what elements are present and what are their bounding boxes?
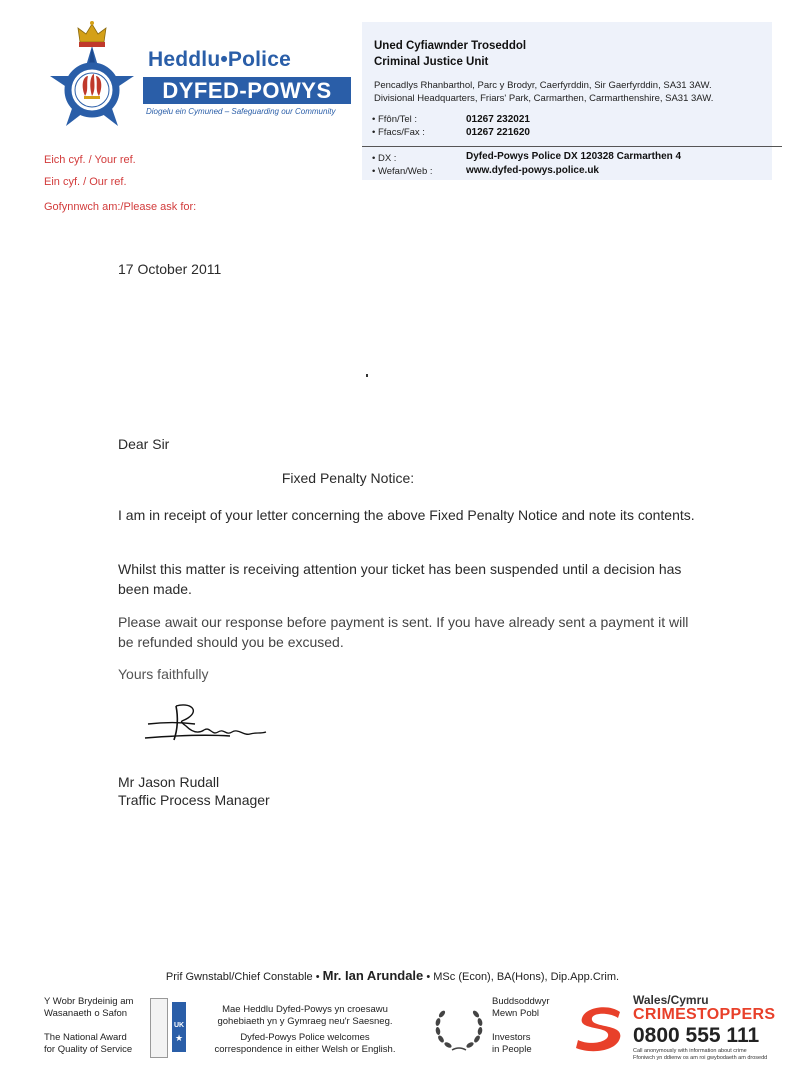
crimestoppers-logo-icon [572,1004,630,1054]
signer-name: Mr Jason Rudall [118,774,220,790]
speck-mark [366,374,368,377]
award-welsh-line-2: Wasanaeth o Safon [44,1008,128,1019]
salutation: Dear Sir [118,436,170,452]
language-english-line-2: correspondence in either Welsh or English. [214,1044,396,1055]
crimestoppers-tagline-cy: Ffoniwch yn ddienw os am roi gwybodaeth am drosedd [633,1055,768,1061]
language-english-line-1: Dyfed-Powys Police welcomes [240,1032,370,1043]
police-crest-logo [40,20,145,135]
closing: Yours faithfully [118,666,209,682]
crimestoppers-tagline-en: Call anonymously with information about crime [633,1048,747,1054]
crimestoppers-region: Wales/Cymru [633,993,709,1007]
iip-english [492,1032,532,1056]
unit-title [374,38,526,70]
iip-english-line-1: Investors [492,1032,531,1043]
crimestoppers-tagline [633,1048,767,1062]
award-english-line-1: The National Award [44,1032,127,1043]
tel-label: • Ffôn/Tel : [372,114,418,125]
handwritten-signature [140,700,280,750]
paragraph-1: I am in receipt of your letter concerning the above Fixed Penalty Notice and note its contents. [118,507,695,523]
award-english-line-2: for Quality of Service [44,1044,133,1055]
tel-value: 01267 232021 [466,114,530,125]
web-label: • Wefan/Web : [372,166,433,177]
iip-english-line-2: in People [492,1044,532,1055]
brand-name-box [143,77,351,104]
unit-title-welsh: Uned Cyfiawnder Troseddol [374,40,527,52]
language-welsh [200,1004,410,1028]
paragraph-3: Please await our response before payment is sent. If you have already sent a payment it will be refunded should you be excused. [118,614,689,650]
uk-quality-badge-icon: UK ★ [172,1002,186,1052]
address-english: Divisional Headquarters, Friars' Park, Carmarthen, Carmarthenshire, SA31 3AW. [374,93,714,104]
iip-welsh-line-1: Buddsoddwyr [492,996,550,1007]
language-welsh-line-2: gohebiaeth yn y Gymraeg neu'r Saesneg. [217,1016,393,1027]
crimestoppers-name: CRIMESTOPPERS [633,1006,776,1023]
your-ref-label: Eich cyf. / Your ref. [44,154,136,166]
our-ref-label: Ein cyf. / Our ref. [44,176,127,188]
investors-in-people-wreath-icon [432,1002,486,1054]
dx-value: Dyfed-Powys Police DX 120328 Carmarthen 4 [466,151,682,162]
brand-motto: Diogelu ein Cymuned – Safeguarding our Community [146,107,336,116]
web-value: www.dyfed-powys.police.uk [466,165,599,176]
brand-heddlu-police: Heddlu•Police [148,48,291,71]
award-english [44,1032,132,1056]
paragraph-2: Whilst this matter is receiving attention your ticket has been suspended until a decision has been made. [118,561,682,597]
chief-prefix: Prif Gwnstabl/Chief Constable [165,971,313,983]
brand-name: DYFED-POWYS [162,78,332,103]
language-welsh-line-1: Mae Heddlu Dyfed-Powys yn croesawu [222,1004,388,1015]
header-divider [362,146,782,147]
award-certificate-icon [150,998,168,1058]
dx-label: • DX : [372,153,397,164]
uk-badge-text: UK [173,1022,185,1029]
letter-subject: Fixed Penalty Notice: [281,470,415,486]
iip-welsh [492,996,550,1020]
fax-value: 01267 221620 [466,127,530,138]
address-welsh: Pencadlys Rhanbarthol, Parc y Brodyr, Caerfyrddin, Sir Gaerfyrddin, SA31 3AW. [374,80,712,91]
iip-welsh-line-2: Mewn Pobl [492,1008,539,1019]
chief-name: Mr. Ian Arundale [322,968,424,983]
unit-title-english: Criminal Justice Unit [374,56,489,68]
language-english [200,1032,410,1056]
chief-constable-line: Prif Gwnstabl/Chief Constable • Mr. Ian Arundale • MSc (Econ), BA(Hons), Dip.App.Crim. [165,968,620,983]
signer-title: Traffic Process Manager [118,792,270,808]
award-welsh-line-1: Y Wobr Brydeinig am [44,996,134,1007]
award-welsh [44,996,133,1020]
unit-address [374,79,713,105]
letter-date: 17 October 2011 [118,261,222,277]
chief-qualifications: MSc (Econ), BA(Hons), Dip.App.Crim. [433,971,620,983]
ask-for-label: Gofynnwch am:/Please ask for: [44,201,197,213]
fax-label: • Ffacs/Fax : [372,127,425,138]
crimestoppers-phone: 0800 555 111 [633,1024,760,1047]
